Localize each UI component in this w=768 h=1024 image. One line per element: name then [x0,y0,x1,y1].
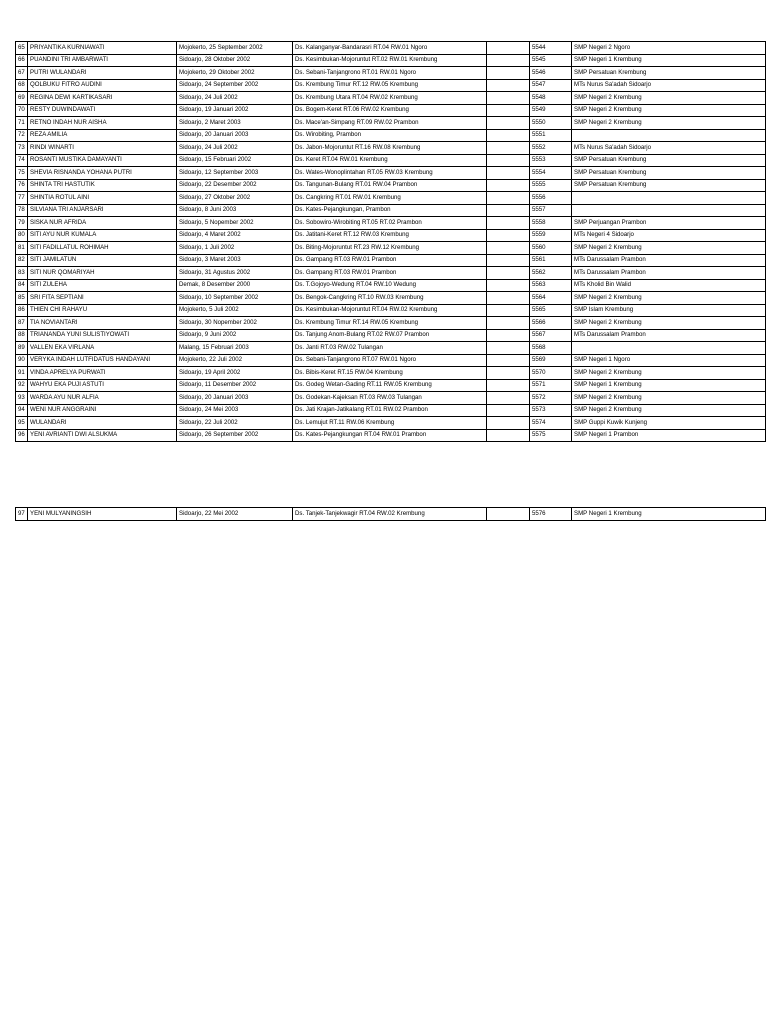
row-number: 73 [16,142,28,155]
table-row [16,229,766,242]
student-name: RINDI WINARTI [28,142,177,155]
registration-number: 5553 [530,154,572,167]
empty-cell [487,304,530,317]
address: Ds. Lemujut RT.11 RW.06 Krembung [293,417,487,430]
previous-school: SMP Negeri 2 Krembung [572,242,766,255]
student-name: WAHYU EKA PUJI ASTUTI [28,379,177,392]
previous-school: SMP Persatuan Krembung [572,154,766,167]
row-number: 90 [16,354,28,367]
table-row [16,267,766,280]
address: Ds. Jati Krajan-Jatikalang RT.01 RW.02 Prambon [293,404,487,417]
address: Ds. Godeg Wetan-Gading RT.11 RW.05 Krembung [293,379,487,392]
empty-cell [487,217,530,230]
table-row [16,508,766,521]
address: Ds. Kesimbukan-Mojoruntut RT.02 RW.01 Krembung [293,54,487,67]
empty-cell [487,367,530,380]
table-row [16,392,766,405]
birth-place-date: Sidoarjo, 24 Mei 2003 [177,404,293,417]
table-row [16,129,766,142]
table-row [16,342,766,355]
address: Ds. Bengok-Cangkring RT.10 RW.03 Krembung [293,292,487,305]
table-row [16,429,766,442]
table-row [16,167,766,180]
previous-school: SMP Negeri 1 Krembung [572,508,766,521]
previous-school: SMP Guppi Kuwik Kunjeng [572,417,766,430]
row-number: 80 [16,229,28,242]
empty-cell [487,392,530,405]
row-number: 70 [16,104,28,117]
birth-place-date: Sidoarjo, 8 Juni 2003 [177,204,293,217]
empty-cell [487,117,530,130]
student-name: SILVIANA TRI ANJARSARI [28,204,177,217]
birth-place-date: Sidoarjo, 19 April 2002 [177,367,293,380]
previous-school [572,204,766,217]
birth-place-date: Sidoarjo, 22 Mei 2002 [177,508,293,521]
address: Ds. Biting-Mojoruntut RT.23 RW.12 Krembung [293,242,487,255]
address: Ds. Bogem-Keret RT.06 RW.02 Krembung [293,104,487,117]
row-number: 78 [16,204,28,217]
table-row [16,354,766,367]
previous-school: SMP Negeri 1 Krembung [572,54,766,67]
registration-number: 5565 [530,304,572,317]
row-number: 79 [16,217,28,230]
table-row [16,292,766,305]
registration-number: 5570 [530,367,572,380]
address: Ds. Jatitani-Keret RT.12 RW.03 Krembung [293,229,487,242]
registration-number: 5559 [530,229,572,242]
student-name: SRI FITA SEPTIANI [28,292,177,305]
row-number: 94 [16,404,28,417]
student-name: SISKA NUR AFRIDA [28,217,177,230]
address: Ds. Gampang RT.03 RW.01 Prambon [293,267,487,280]
birth-place-date: Sidoarjo, 11 Desember 2002 [177,379,293,392]
student-name: WENI NUR ANGGRAINI [28,404,177,417]
row-number: 81 [16,242,28,255]
row-number: 65 [16,42,28,55]
address: Ds. Krembung Timur RT.12 RW.05 Krembung [293,79,487,92]
previous-school: MTs Darussalam Prambon [572,329,766,342]
student-name: PUTRI WULANDARI [28,67,177,80]
birth-place-date: Sidoarjo, 24 Juli 2002 [177,142,293,155]
address: Ds. Sebani-Tanjangrono RT.07 RW.01 Ngoro [293,354,487,367]
previous-school: SMP Persatuan Krembung [572,179,766,192]
address: Ds. Tangunan-Bulang RT.01 RW.04 Prambon [293,179,487,192]
row-number: 86 [16,304,28,317]
previous-school: SMP Negeri 2 Krembung [572,367,766,380]
birth-place-date: Sidoarjo, 4 Maret 2002 [177,229,293,242]
table-row [16,417,766,430]
empty-cell [487,54,530,67]
previous-school: MTs Darussalam Prambon [572,254,766,267]
student-name: ROSANTI MUSTIKA DAMAYANTI [28,154,177,167]
birth-place-date: Sidoarjo, 24 Juli 2002 [177,92,293,105]
row-number: 72 [16,129,28,142]
table-row [16,142,766,155]
row-number: 74 [16,154,28,167]
birth-place-date: Mojokerto, 29 Oktober 2002 [177,67,293,80]
empty-cell [487,242,530,255]
student-name: SITI JAMILATUN [28,254,177,267]
roster-body [16,42,766,442]
student-roster-continuation-table [15,507,766,521]
empty-cell [487,329,530,342]
previous-school [572,342,766,355]
table-row [16,254,766,267]
registration-number: 5555 [530,179,572,192]
registration-number: 5552 [530,142,572,155]
row-number: 76 [16,179,28,192]
registration-number: 5554 [530,167,572,180]
student-name: SITI FADILLATUL ROHIMAH [28,242,177,255]
previous-school: SMP Negeri 2 Krembung [572,117,766,130]
table-row [16,67,766,80]
row-number: 97 [16,508,28,521]
birth-place-date: Sidoarjo, 15 Februari 2002 [177,154,293,167]
birth-place-date: Sidoarjo, 27 Oktober 2002 [177,192,293,205]
empty-cell [487,129,530,142]
student-name: VALLEN EKA VIRLANA [28,342,177,355]
address: Ds. Tanjek-Tanjekwagir RT.04 RW.02 Krembung [293,508,487,521]
registration-number: 5569 [530,354,572,367]
table-row [16,104,766,117]
table-row [16,42,766,55]
registration-number: 5575 [530,429,572,442]
student-name: RESTY DUWINDAWATI [28,104,177,117]
birth-place-date: Sidoarjo, 30 Nopember 2002 [177,317,293,330]
empty-cell [487,254,530,267]
birth-place-date: Mojokerto, 5 Juli 2002 [177,304,293,317]
birth-place-date: Sidoarjo, 10 September 2002 [177,292,293,305]
birth-place-date: Mojokerto, 25 September 2002 [177,42,293,55]
birth-place-date: Sidoarjo, 22 Desember 2002 [177,179,293,192]
row-number: 69 [16,92,28,105]
previous-school: MTs Nurus Sa'adah Sidoarjo [572,79,766,92]
registration-number: 5574 [530,417,572,430]
table-row [16,79,766,92]
registration-number: 5545 [530,54,572,67]
student-name: REGINA DEWI KARTIKASARI [28,92,177,105]
student-name: SITI NUR QOMARIYAH [28,267,177,280]
student-name: WULANDARI [28,417,177,430]
address: Ds. Wirobiting, Prambon [293,129,487,142]
registration-number: 5544 [530,42,572,55]
empty-cell [487,92,530,105]
registration-number: 5563 [530,279,572,292]
empty-cell [487,67,530,80]
address: Ds. Kalanganyar-Bandarasri RT.04 RW.01 Ngoro [293,42,487,55]
address: Ds. Sobowiro-Wirobiting RT.05 RT.02 Prambon [293,217,487,230]
address: Ds. Gampang RT.03 RW.01 Prambon [293,254,487,267]
birth-place-date: Sidoarjo, 2 Maret 2003 [177,117,293,130]
registration-number: 5546 [530,67,572,80]
table-row [16,192,766,205]
empty-cell [487,167,530,180]
empty-cell [487,142,530,155]
previous-school: SMP Negeri 2 Krembung [572,292,766,305]
registration-number: 5549 [530,104,572,117]
student-roster-table [15,41,766,442]
previous-school [572,192,766,205]
student-name: YENI MULYANINGSIH [28,508,177,521]
empty-cell [487,317,530,330]
empty-cell [487,508,530,521]
empty-cell [487,342,530,355]
table-row [16,217,766,230]
registration-number: 5550 [530,117,572,130]
row-number: 89 [16,342,28,355]
previous-school: SMP Islam Krembung [572,304,766,317]
registration-number: 5562 [530,267,572,280]
birth-place-date: Sidoarjo, 5 Nopember 2002 [177,217,293,230]
registration-number: 5571 [530,379,572,392]
table-row [16,367,766,380]
birth-place-date: Sidoarjo, 26 September 2002 [177,429,293,442]
previous-school: SMP Persatuan Krembung [572,67,766,80]
table-row [16,404,766,417]
address: Ds. Kates-Pejangkungan, Prambon [293,204,487,217]
address: Ds. Godekan-Kajeksan RT.03 RW.03 Tulangan [293,392,487,405]
previous-school: SMP Negeri 2 Krembung [572,404,766,417]
table-row [16,204,766,217]
address: Ds. Janti RT.03 RW.02 Tulangan [293,342,487,355]
registration-number: 5557 [530,204,572,217]
table-row [16,54,766,67]
address: Ds. Krembung Utara RT.04 RW.02 Krembung [293,92,487,105]
registration-number: 5560 [530,242,572,255]
empty-cell [487,379,530,392]
empty-cell [487,279,530,292]
student-name: QOLBUKU FITRO AUDINI [28,79,177,92]
roster-continuation-body [16,508,766,521]
birth-place-date: Mojokerto, 22 Juli 2002 [177,354,293,367]
row-number: 82 [16,254,28,267]
previous-school: MTs Negeri 4 Sidoarjo [572,229,766,242]
empty-cell [487,179,530,192]
registration-number: 5548 [530,92,572,105]
empty-cell [487,354,530,367]
row-number: 84 [16,279,28,292]
row-number: 71 [16,117,28,130]
empty-cell [487,42,530,55]
previous-school: SMP Negeri 2 Ngoro [572,42,766,55]
address: Ds. T.Gojoyo-Wedung RT.04 RW.10 Wedung [293,279,487,292]
empty-cell [487,429,530,442]
birth-place-date: Sidoarjo, 1 Juli 2002 [177,242,293,255]
registration-number: 5572 [530,392,572,405]
previous-school: SMP Negeri 1 Prambon [572,429,766,442]
student-name: THIEN CHI RAHAYU [28,304,177,317]
address: Ds. Krembung Timur RT.14 RW.05 Krembung [293,317,487,330]
previous-school: SMP Negeri 1 Krembung [572,379,766,392]
registration-number: 5567 [530,329,572,342]
address: Ds. Wates-Wonoplintahan RT.05 RW.03 Krembung [293,167,487,180]
student-name: RETNO INDAH NUR AISHA [28,117,177,130]
student-name: YENI AVRIANTI DWI ALSUKMA [28,429,177,442]
table-row [16,92,766,105]
empty-cell [487,204,530,217]
previous-school: SMP Negeri 2 Krembung [572,104,766,117]
previous-school: SMP Persatuan Krembung [572,167,766,180]
birth-place-date: Sidoarjo, 28 Oktober 2002 [177,54,293,67]
birth-place-date: Malang, 15 Februari 2003 [177,342,293,355]
registration-number: 5547 [530,79,572,92]
student-name: SHINTA TRI HASTUTIK [28,179,177,192]
empty-cell [487,417,530,430]
table-row [16,317,766,330]
registration-number: 5558 [530,217,572,230]
registration-number: 5556 [530,192,572,205]
birth-place-date: Sidoarjo, 9 Juni 2002 [177,329,293,342]
empty-cell [487,404,530,417]
birth-place-date: Sidoarjo, 24 September 2002 [177,79,293,92]
empty-cell [487,192,530,205]
student-name: PRIYANTIKA KURNIAWATI [28,42,177,55]
empty-cell [487,267,530,280]
address: Ds. Cangkring RT.01 RW.01 Krembung [293,192,487,205]
registration-number: 5561 [530,254,572,267]
address: Ds. Keret RT.04 RW.01 Krembung [293,154,487,167]
empty-cell [487,229,530,242]
student-name: SHEVIA RISNANDA YOHANA PUTRI [28,167,177,180]
birth-place-date: Sidoarjo, 22 Juli 2002 [177,417,293,430]
birth-place-date: Sidoarjo, 12 September 2003 [177,167,293,180]
student-name: VINDA APRELYA PURWATI [28,367,177,380]
row-number: 67 [16,67,28,80]
address: Ds. Jabon-Mojoruntut RT.16 RW.08 Krembung [293,142,487,155]
row-number: 95 [16,417,28,430]
row-number: 83 [16,267,28,280]
student-name: REZA AMILIA [28,129,177,142]
row-number: 77 [16,192,28,205]
address: Ds. Bibis-Keret RT.15 RW.04 Krembung [293,367,487,380]
row-number: 93 [16,392,28,405]
row-number: 68 [16,79,28,92]
birth-place-date: Sidoarjo, 20 Januari 2003 [177,392,293,405]
address: Ds. Kates-Pejangkungan RT.04 RW.01 Prambon [293,429,487,442]
empty-cell [487,104,530,117]
table-row [16,242,766,255]
empty-cell [487,154,530,167]
student-name: TIA NOVIANTARI [28,317,177,330]
row-number: 88 [16,329,28,342]
empty-cell [487,79,530,92]
registration-number: 5568 [530,342,572,355]
table-row [16,117,766,130]
table-row [16,179,766,192]
row-number: 91 [16,367,28,380]
row-number: 85 [16,292,28,305]
row-number: 96 [16,429,28,442]
previous-school [572,129,766,142]
registration-number: 5576 [530,508,572,521]
row-number: 92 [16,379,28,392]
previous-school: MTs Darussalam Prambon [572,267,766,280]
table-row [16,329,766,342]
registration-number: 5564 [530,292,572,305]
student-name: SITI AYU NUR KUMALA [28,229,177,242]
student-name: PUANDINI TRI AMBARWATI [28,54,177,67]
address: Ds. Tanjung Anom-Bulang RT.02 RW.07 Prambon [293,329,487,342]
table-row [16,279,766,292]
table-row [16,154,766,167]
birth-place-date: Sidoarjo, 3 Maret 2003 [177,254,293,267]
previous-school: SMP Negeri 1 Ngoro [572,354,766,367]
birth-place-date: Sidoarjo, 31 Agustus 2002 [177,267,293,280]
address: Ds. Sebani-Tanjangrono RT.01 RW.01 Ngoro [293,67,487,80]
birth-place-date: Sidoarjo, 19 Januari 2002 [177,104,293,117]
birth-place-date: Sidoarjo, 20 Januari 2003 [177,129,293,142]
previous-school: SMP Negeri 2 Krembung [572,392,766,405]
registration-number: 5573 [530,404,572,417]
registration-number: 5551 [530,129,572,142]
row-number: 75 [16,167,28,180]
previous-school: SMP Negeri 2 Krembung [572,317,766,330]
student-name: VERYKA INDAH LUTFIDATUS HANDAYANI [28,354,177,367]
registration-number: 5566 [530,317,572,330]
previous-school: SMP Perjuangan Prambon [572,217,766,230]
row-number: 87 [16,317,28,330]
birth-place-date: Demak, 8 Desember 2000 [177,279,293,292]
previous-school: MTs Kholid Bin Walid [572,279,766,292]
previous-school: MTs Nurus Sa'adah Sidoarjo [572,142,766,155]
previous-school: SMP Negeri 2 Krembung [572,92,766,105]
row-number: 66 [16,54,28,67]
student-name: TRIANANDA YUNI SULISTIYOWATI [28,329,177,342]
table-row [16,379,766,392]
address: Ds. Mace'an-Simpang RT.09 RW.02 Prambon [293,117,487,130]
empty-cell [487,292,530,305]
address: Ds. Kesimbukan-Mojoruntut RT.04 RW.02 Krembung [293,304,487,317]
table-row [16,304,766,317]
student-name: SITI ZULEHA [28,279,177,292]
student-name: WARDA AYU NUR ALFIA [28,392,177,405]
student-name: SHINTIA ROTUL AINI [28,192,177,205]
